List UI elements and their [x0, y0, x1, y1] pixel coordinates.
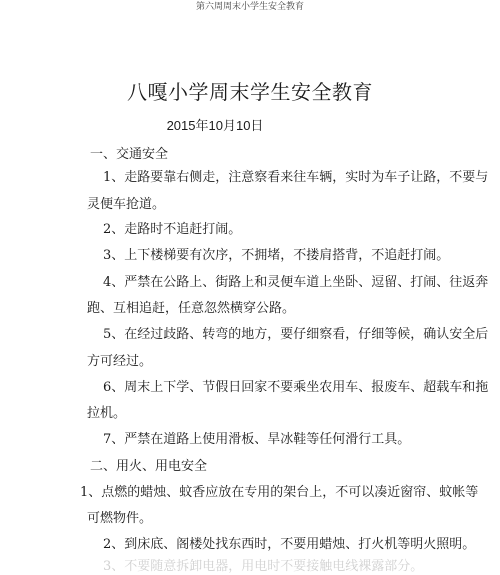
section-heading-fire-electricity: 二、用火、用电安全	[90, 459, 208, 474]
document-title: 八嘎小学周末学生安全教育	[127, 80, 373, 104]
paragraph-line: 拉机。	[87, 406, 127, 421]
paragraph-line: 方可经过。	[87, 354, 153, 369]
paragraph-line: 5、在经过歧路、转弯的地方，要仔细察看，仔细等候，确认安全后	[103, 327, 489, 342]
page-header: 第六周周末小学生安全教育	[195, 2, 304, 12]
paragraph-line: 灵便车抢道。	[87, 197, 166, 212]
paragraph-line: 2、走路时不追赶打闹。	[103, 222, 242, 237]
paragraph-line: 1、点燃的蜡烛、蚊香应放在专用的架台上，不可以凑近窗帘、蚊帐等	[80, 485, 479, 500]
paragraph-line: 可燃物件。	[87, 511, 153, 526]
paragraph-line: 4、严禁在公路上、街路上和灵便车道上坐卧、逗留、打闹、往返奔	[103, 275, 489, 290]
paragraph-line: 3、上下楼梯要有次序，不拥堵，不搂肩搭背，不追赶打闹。	[103, 248, 450, 263]
document-date: 2015年10月10日	[166, 118, 264, 133]
section-heading-traffic: 一、交通安全	[90, 147, 169, 162]
paragraph-line-cut-off: 3、不要随意拆卸电器，用电时不要接触电线裸露部分。	[103, 559, 424, 574]
paragraph-line: 6、周末上下学、节假日回家不要乘坐农用车、报废车、超载车和拖	[103, 380, 489, 395]
paragraph-line: 跑、互相追赶，任意忽然横穿公路。	[87, 301, 296, 316]
paragraph-line: 1、走路要靠右侧走，注意察看来往车辆，实时为车子让路，不要与	[103, 170, 489, 185]
paragraph-line: 7、严禁在道路上使用滑板、旱冰鞋等任何滑行工具。	[103, 432, 411, 447]
paragraph-line: 2、到床底、阁楼处找东西时，不要用蜡烛、打火机等明火照明。	[103, 537, 476, 552]
